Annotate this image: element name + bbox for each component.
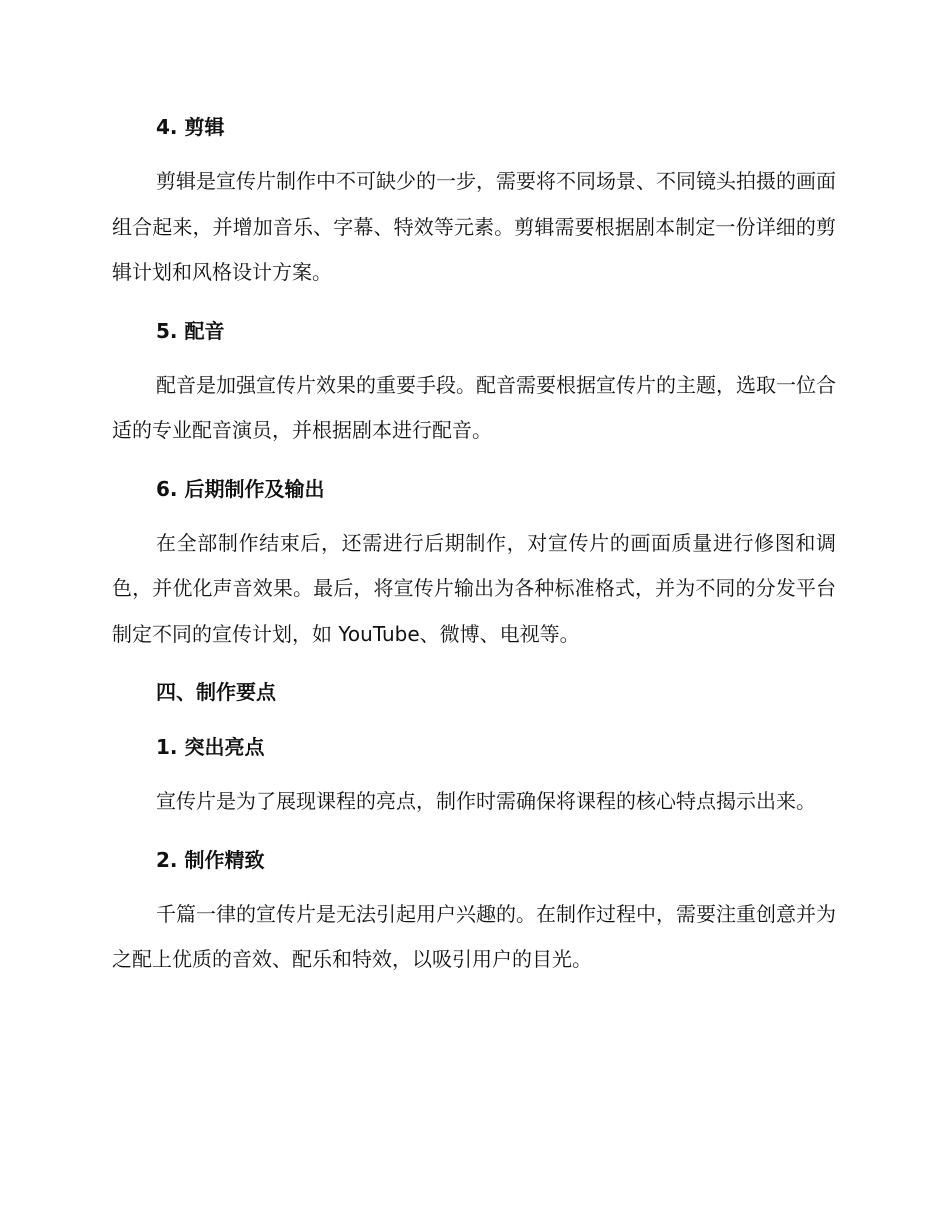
heading-refined-production: 2. 制作精致 bbox=[156, 847, 265, 872]
paragraph-post-production: 在全部制作结束后，还需进行后期制作，对宣传片的画面质量进行修图和调色，并优化声音效果。最后，将宣传片输出为各种标准格式，并为不同的分发平台制定不同的宣传计划，如 YouTube、微博、电视等。 bbox=[112, 530, 836, 646]
heading-highlights: 1. 突出亮点 bbox=[156, 735, 265, 759]
section-title-key-points: 四、制作要点 bbox=[156, 680, 276, 704]
document-page bbox=[112, 104, 836, 995]
heading-editing: 4. 剪辑 bbox=[156, 115, 225, 139]
heading-post-production: 6. 后期制作及输出 bbox=[156, 476, 325, 501]
paragraph-refined-production: 千篇一律的宣传片是无法引起用户兴趣的。在制作过程中，需要注重创意并为之配上优质的音效、配乐和特效，以吸引用户的目光。 bbox=[112, 901, 836, 971]
heading-voiceover: 5. 配音 bbox=[156, 318, 225, 343]
paragraph-highlights: 宣传片是为了展现课程的亮点，制作时需确保将课程的核心特点揭示出来。 bbox=[156, 789, 816, 813]
paragraph-editing: 剪辑是宣传片制作中不可缺少的一步，需要将不同场景、不同镜头拍摄的画面组合起来，并增加音乐、字幕、特效等元素。剪辑需要根据剧本制定一份详细的剪辑计划和风格设计方案。 bbox=[112, 169, 836, 284]
paragraph-voiceover: 配音是加强宣传片效果的重要手段。配音需要根据宣传片的主题，选取一位合适的专业配音演员，并根据剧本进行配音。 bbox=[112, 372, 836, 442]
